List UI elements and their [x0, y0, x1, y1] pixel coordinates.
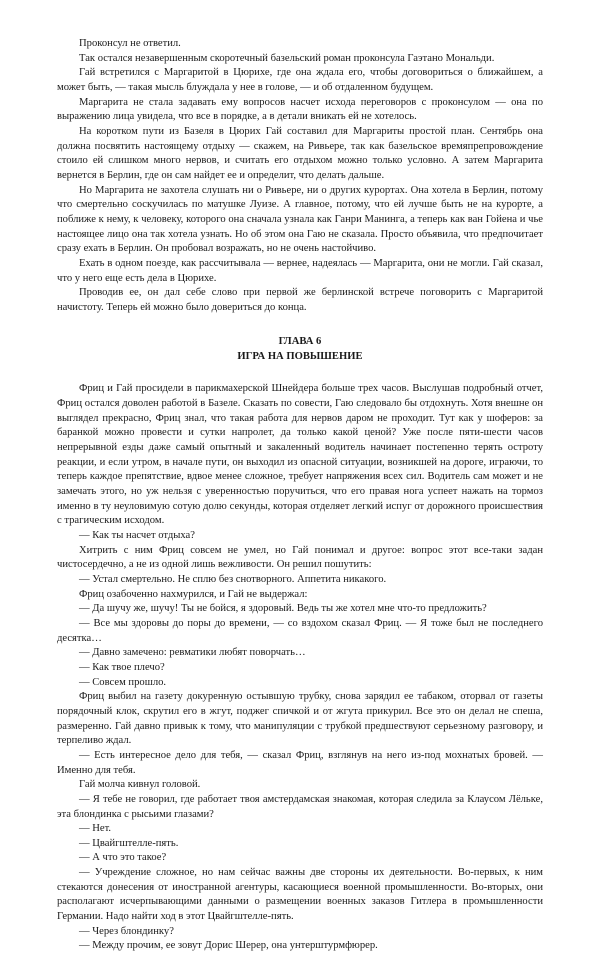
paragraph: Проводив ее, он дал себе слово при первой же берлинской встрече поговорить с Маргаритой начистоту. Теперь ей можно было довериться до конца.: [57, 287, 543, 313]
paragraph: Фриц и Гай просидели в парикмахерской Шнейдера больше трех часов. Выслушав подробный отчет, Фриц остался доволен работой в Базеле. Сказать по совести, Гаю следовало бы отдохнуть. Хотя внешне он выглядел прекрасно, Фриц знал, что такая работа для нервов даром не проходит. Тут как у шоферов: за баранкой можно провести и сутки напролет, да только какой ценой? Уже после пяти-шести часов непрерывной езды даже самый опытный и закаленный водитель начинает постепенно терять остроту реакции, и если утром, в начале пути, он выходил из опасной ситуации, возникшей на дороге, играючи, то теперь каждое препятствие, вдвое менее сложное, требует напряжения всех сил. Водитель сам может и не замечать этого, но уж нельзя с уверенностью поручиться, что его правая нога успеет нажать на тормоз именно в ту неуловимую сотую долю секунды, которая отделяет легкий испуг от дорожного происшествия с трагическим исходом.: [57, 383, 543, 527]
chapter-heading: [57, 335, 543, 364]
chapter-title: ИГРА НА ПОВЫШЕНИЕ: [237, 350, 363, 362]
chapter-number: ГЛАВА 6: [278, 336, 322, 348]
paragraph: — Я тебе не говорил, где работает твоя амстердамская знакомая, которая следила за Клаусом Лёльке, эта блондинка с рысьими глазами?: [57, 793, 543, 820]
paragraph: — А что это такое?: [79, 852, 167, 864]
paragraph: — Устал смертельно. Не сплю без снотворного. Аппетита никакого.: [79, 574, 387, 585]
chapter-body: [57, 382, 543, 954]
paragraph: — Все мы здоровы до поры до времени, — со вздохом сказал Фриц. — Я тоже был не последнего десятка…: [57, 617, 543, 644]
paragraph: Фриц озабоченно нахмурился, и Гай не выдержал:: [79, 588, 308, 600]
paragraph: Ехать в одном поезде, как рассчитывала — вернее, надеялась — Маргарита, они не могли. Гай сказал, что у него еще есть дела в Цюрихе.: [57, 257, 543, 284]
paragraph: — Да шучу же, шучу! Ты не бойся, я здоровый. Ведь ты же хотел мне что-то предложить?: [79, 603, 487, 615]
paragraph: На коротком пути из Базеля в Цюрих Гай составил для Маргариты простой план. Сентябрь она должна посвятить настоящему отдыху — скажем, на Ривьере, так как базельское времяпрепровождение стоило ей слишком много нервов, и считать его отдыхом можно только условно. А затем Маргарита вернется в Берлин, где он сам найдет ее и определит, что делать дальше.: [57, 125, 543, 181]
paragraph: — Совсем прошло.: [79, 676, 167, 688]
paragraph: Но Маргарита не захотела слушать ни о Ривьере, ни о других курортах. Она хотела в Берлин, потому что смертельно соскучилась по матушке Луизе. А главное, потому, что ей лучше быть не на курорте, а поближе к нему, к человеку, которого она сначала узнала как Ганри Манинга, а теперь как ван Гойена и чье настоящее лицо она так хотела узнать. Но об этом она Гаю не сказала. Просто объявила, что предпочитает сразу ехать в Берлин. Он пробовал возражать, но не очень настойчиво.: [57, 184, 543, 255]
paragraph: — Учреждение сложное, но нам сейчас важны две стороны их деятельности. Во-первых, к ним стекаются донесения от иностранной агентуры, касающиеся военной промышленности. Во-вторых, они располагают исчерпывающими данными о размещении военных заказов Гитлера в промышленности Германии. Надо найти ход в этот Цвайгштелле-пять.: [57, 867, 543, 923]
text-section-before-chapter: [57, 37, 543, 315]
paragraph: Гай молча кивнул головой.: [79, 779, 201, 791]
paragraph: — Между прочим, ее зовут Дорис Шерер, она унтерштурмфюрер.: [79, 940, 378, 952]
paragraph: Так остался незавершенным скоротечный базельский роман проконсула Гаэтано Мональди.: [79, 52, 495, 64]
paragraph: Гай встретился с Маргаритой в Цюрихе, где она ждала его, чтобы договориться о ближайшем, а может быть, — такая мысль блуждала у нее в голове, — и об отдаленном будущем.: [57, 67, 543, 93]
paragraph: — Цвайгштелле-пять.: [79, 837, 179, 849]
paragraph: Фриц выбил на газету докуренную остывшую трубку, снова зарядил ее табаком, оторвал от газеты порядочный клок, скрутил его в жгут, поджег спичкой и от жгута прикурил. Все это он делал не спеша, размеренно. Гай давно привык к тому, что манипуляции с трубкой предшествуют серьезному разговору, и терпеливо ждал.: [57, 691, 543, 747]
paragraph: — Нет.: [79, 823, 112, 835]
paragraph: Проконсул не ответил.: [79, 38, 181, 49]
paragraph: — Как ты насчет отдыха?: [79, 530, 195, 542]
paragraph: — Как твое плечо?: [79, 661, 165, 673]
paragraph: Хитрить с ним Фриц совсем не умел, но Гай понимал и другое: вопрос этот все-таки задан чистосердечно, а не из одной лишь вежливости. Он решил пошутить:: [57, 544, 543, 571]
paragraph: — Через блондинку?: [79, 925, 174, 937]
paragraph: Маргарита не стала задавать ему вопросов насчет исхода переговоров с проконсулом — она по выражению лица увидела, что все в порядке, а в детали вникать ей не хотелось.: [57, 96, 543, 123]
paragraph: — Давно замечено: ревматики любят поворчать…: [79, 647, 306, 659]
paragraph: — Есть интересное дело для тебя, — сказал Фриц, взглянув на него из-под мохнатых бровей. — Именно для тебя.: [57, 749, 543, 776]
